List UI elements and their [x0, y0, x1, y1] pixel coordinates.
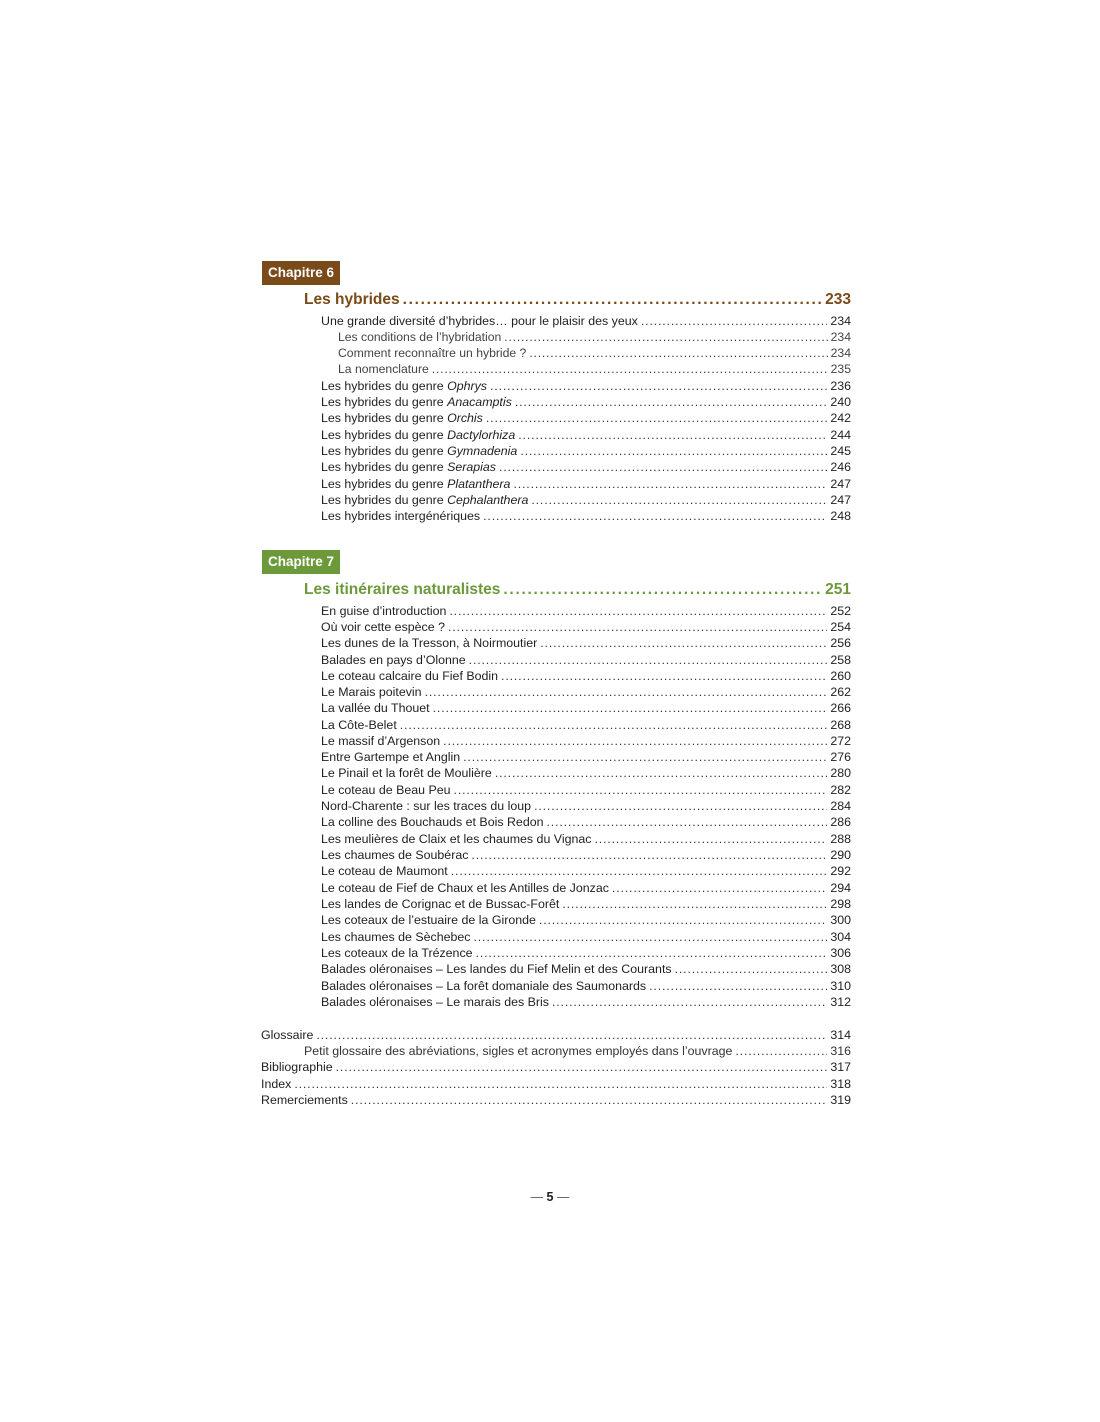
page-number: 319: [830, 1093, 851, 1107]
page-number: 280: [830, 766, 851, 780]
page-number: 242: [830, 411, 851, 425]
toc-entry: [321, 798, 851, 814]
toc-entry: [321, 700, 851, 716]
toc-entry: [321, 896, 851, 912]
toc-entry: [321, 831, 851, 847]
page-number: 268: [830, 718, 851, 732]
page-number: 245: [830, 444, 851, 458]
entry-label: Remerciements: [261, 1093, 348, 1107]
genus-name: Gymnadenia: [447, 444, 518, 458]
toc-entry: [321, 508, 851, 524]
leader-dots: [425, 684, 828, 700]
chapter-6-badge: Chapitre 6: [262, 261, 340, 285]
entry-label: Comment reconnaître un hybride ?: [338, 346, 527, 360]
entry-label: Le Marais poitevin: [321, 685, 422, 699]
leader-dots: [476, 945, 828, 961]
leader-dots: [469, 652, 828, 668]
entry-label: La nomenclature: [338, 362, 429, 376]
leader-dots: [473, 929, 827, 945]
entry-label: [321, 492, 528, 508]
entry-label: Nord-Charente : sur les traces du loup: [321, 799, 532, 813]
entry-label: Les conditions de l’hybridation: [338, 330, 502, 344]
page-number: 236: [830, 379, 851, 393]
page-number: 284: [830, 799, 851, 813]
entry-prefix: Les hybrides du genre: [321, 477, 448, 491]
genus-name: Serapias: [447, 460, 496, 474]
page-number: 318: [830, 1077, 851, 1091]
genus-name: Ophrys: [447, 379, 487, 393]
toc-entry: [321, 782, 851, 798]
genus-name: Platanthera: [447, 477, 511, 491]
leader-dots: [448, 619, 827, 635]
entry-prefix: Les hybrides du genre: [321, 460, 448, 474]
page-number: 260: [830, 669, 851, 683]
entry-label: Balades en pays d’Olonne: [321, 653, 466, 667]
leader-dots: [641, 313, 827, 329]
toc-entry: [321, 880, 851, 896]
entry-prefix: Les hybrides du genre: [321, 428, 448, 442]
toc-subentry: [338, 329, 851, 345]
toc-entry: [321, 961, 851, 977]
toc-entry: [321, 410, 851, 426]
chapter-7-badge: Chapitre 7: [262, 550, 340, 574]
toc-backmatter-entry: [261, 1059, 851, 1075]
page-number: 252: [830, 604, 851, 618]
entry-label: Le coteau de Maumont: [321, 864, 448, 878]
page-number: 314: [830, 1028, 851, 1042]
page-number: 262: [830, 685, 851, 699]
page-number: 235: [830, 362, 851, 376]
folio-number: 5: [546, 1190, 554, 1204]
entry-label: Index: [261, 1077, 292, 1091]
leader-dots: [443, 733, 827, 749]
entry-label: [321, 443, 517, 459]
entry-label: Le massif d’Argenson: [321, 734, 441, 748]
page-number: 234: [830, 314, 851, 328]
entry-label: [321, 459, 496, 475]
toc-backmatter-entry: [261, 1092, 851, 1108]
leader-dots: [351, 1092, 828, 1108]
leader-dots: [316, 1027, 827, 1043]
leader-dots: [529, 345, 827, 361]
genus-name: Anacamptis: [447, 395, 512, 409]
chapter-title: Les itinéraires naturalistes: [304, 581, 501, 598]
toc-entry: [321, 427, 851, 443]
entry-label: Où voir cette espèce ?: [321, 620, 445, 634]
page-number: 310: [830, 979, 851, 993]
entry-prefix: Les hybrides du genre: [321, 379, 448, 393]
leader-dots: [294, 1076, 827, 1092]
genus-name: Dactylorhiza: [447, 428, 516, 442]
page-folio: [0, 1190, 1100, 1204]
leader-dots: [432, 361, 828, 377]
toc-entry: [321, 978, 851, 994]
toc-entry: [321, 459, 851, 475]
genus-name: Cephalanthera: [447, 493, 529, 507]
leader-dots: [534, 798, 827, 814]
toc-entry: [321, 814, 851, 830]
leader-dots: [612, 880, 827, 896]
toc-entry: [321, 994, 851, 1010]
toc-backmatter-entry: [261, 1076, 851, 1092]
page-number: 292: [830, 864, 851, 878]
page-number: 258: [830, 653, 851, 667]
toc-subentry: [338, 345, 851, 361]
entry-label: Le coteau calcaire du Fief Bodin: [321, 669, 499, 683]
leader-dots: [336, 1059, 828, 1075]
page-number: 272: [830, 734, 851, 748]
toc-subentry: [338, 361, 851, 377]
page-number: 286: [830, 815, 851, 829]
toc-entry: [321, 603, 851, 619]
page-number: 256: [830, 636, 851, 650]
page-number: 233: [825, 291, 851, 308]
page-number: 298: [830, 897, 851, 911]
page-number: 308: [830, 962, 851, 976]
leader-dots: [451, 863, 828, 879]
toc-entry: [321, 765, 851, 781]
leader-dots: [515, 394, 828, 410]
page-number: 244: [830, 428, 851, 442]
toc-entry: [321, 635, 851, 651]
leader-dots: [503, 580, 822, 600]
toc-entry: [321, 717, 851, 733]
entry-label: Les landes de Corignac et de Bussac-Forêt: [321, 897, 560, 911]
entry-label: Glossaire: [261, 1028, 314, 1042]
page-number: 312: [830, 995, 851, 1009]
entry-label: Le Pinail et la forêt de Moulière: [321, 766, 492, 780]
entry-label: Le coteau de Beau Peu: [321, 783, 451, 797]
leader-dots: [463, 749, 827, 765]
entry-label: Les dunes de la Tresson, à Noirmoutier: [321, 636, 538, 650]
leader-dots: [499, 459, 827, 475]
toc-entry: [321, 912, 851, 928]
entry-label: [321, 427, 515, 443]
leader-dots: [490, 378, 827, 394]
leader-dots: [483, 508, 827, 524]
leader-dots: [501, 668, 827, 684]
leader-dots: [540, 635, 827, 651]
entry-label: La colline des Bouchauds et Bois Redon: [321, 815, 544, 829]
entry-label: [321, 410, 483, 426]
entry-label: Balades oléronaises – Le marais des Bris: [321, 995, 549, 1009]
page-number: 247: [830, 493, 851, 507]
entry-prefix: Les hybrides du genre: [321, 493, 448, 507]
toc-entry: [321, 847, 851, 863]
leader-dots: [547, 814, 828, 830]
leader-dots: [471, 847, 827, 863]
leader-dots: [513, 476, 827, 492]
entry-label: [321, 378, 487, 394]
page-number: 234: [830, 346, 851, 360]
page-number: 290: [830, 848, 851, 862]
toc-entry: [321, 863, 851, 879]
page-number: 282: [830, 783, 851, 797]
page-number: 240: [830, 395, 851, 409]
leader-dots: [552, 994, 827, 1010]
page-number: 266: [830, 701, 851, 715]
leader-dots: [675, 961, 828, 977]
entry-label: Les coteaux de l’estuaire de la Gironde: [321, 913, 536, 927]
toc-entry: [321, 443, 851, 459]
leader-dots: [495, 765, 827, 781]
page-number: 294: [830, 881, 851, 895]
page-number: 304: [830, 930, 851, 944]
leader-dots: [486, 410, 827, 426]
page-number: 254: [830, 620, 851, 634]
toc-entry: [321, 929, 851, 945]
toc-entry: [321, 492, 851, 508]
page-number: 247: [830, 477, 851, 491]
chapter-6-title-row: [304, 290, 851, 310]
toc-entry: [321, 652, 851, 668]
leader-dots: [520, 443, 827, 459]
leader-dots: [504, 329, 827, 345]
entry-prefix: Les hybrides du genre: [321, 444, 448, 458]
leader-dots: [400, 717, 828, 733]
entry-label: Les hybrides intergénériques: [321, 509, 481, 523]
chapter-title: Les hybrides: [304, 291, 400, 308]
toc-entry: [321, 668, 851, 684]
leader-dots: [649, 978, 827, 994]
leader-dots: [449, 603, 827, 619]
page-number: 317: [830, 1060, 851, 1074]
toc-entry: [321, 684, 851, 700]
leader-dots: [594, 831, 827, 847]
leader-dots: [539, 912, 827, 928]
leader-dots: [518, 427, 827, 443]
entry-label: Balades oléronaises – Les landes du Fief Melin et des Courants: [321, 962, 672, 976]
page-number: 300: [830, 913, 851, 927]
entry-label: Le coteau de Fief de Chaux et les Antilles de Jonzac: [321, 881, 609, 895]
entry-label: La vallée du Thouet: [321, 701, 430, 715]
entry-label: Entre Gartempe et Anglin: [321, 750, 461, 764]
entry-label: Les coteaux de la Trézence: [321, 946, 473, 960]
folio-dash-left: —: [530, 1190, 544, 1204]
toc-entry: [321, 945, 851, 961]
toc-entry: [321, 313, 851, 329]
toc-entry: [321, 394, 851, 410]
leader-dots: [454, 782, 828, 798]
page-number: 234: [830, 330, 851, 344]
entry-label: [321, 394, 512, 410]
entry-label: La Côte-Belet: [321, 718, 397, 732]
leader-dots: [735, 1043, 827, 1059]
folio-dash-right: —: [556, 1190, 570, 1204]
entry-label: Bibliographie: [261, 1060, 333, 1074]
page-number: 316: [830, 1044, 851, 1058]
toc-entry: [321, 733, 851, 749]
entry-prefix: Les hybrides du genre: [321, 411, 448, 425]
entry-label: Les chaumes de Soubérac: [321, 848, 469, 862]
genus-name: Orchis: [447, 411, 483, 425]
entry-label: Une grande diversité d’hybrides… pour le plaisir des yeux: [321, 314, 638, 328]
toc-entry: [321, 476, 851, 492]
toc-entry: [321, 749, 851, 765]
entry-label: Les meulières de Claix et les chaumes du Vignac: [321, 832, 592, 846]
entry-label: Balades oléronaises – La forêt domaniale des Saumonards: [321, 979, 647, 993]
toc-backmatter-entry: [261, 1027, 851, 1043]
entry-label: Petit glossaire des abréviations, sigles et acronymes employés dans l’ouvrage: [304, 1044, 733, 1058]
toc-entry: [321, 619, 851, 635]
leader-dots: [433, 700, 828, 716]
chapter-7-title-row: [304, 580, 851, 600]
entry-label: [321, 476, 510, 492]
leader-dots: [562, 896, 827, 912]
page-number: 276: [830, 750, 851, 764]
toc-backmatter-subentry: [304, 1043, 851, 1059]
page-number: 246: [830, 460, 851, 474]
entry-prefix: Les hybrides du genre: [321, 395, 448, 409]
page-number: 248: [830, 509, 851, 523]
leader-dots: [531, 492, 827, 508]
page-number: 306: [830, 946, 851, 960]
leader-dots: [403, 290, 823, 310]
page-number: 251: [825, 581, 851, 598]
toc-entry: [321, 378, 851, 394]
entry-label: En guise d’introduction: [321, 604, 447, 618]
entry-label: Les chaumes de Sèchebec: [321, 930, 471, 944]
page-number: 288: [830, 832, 851, 846]
